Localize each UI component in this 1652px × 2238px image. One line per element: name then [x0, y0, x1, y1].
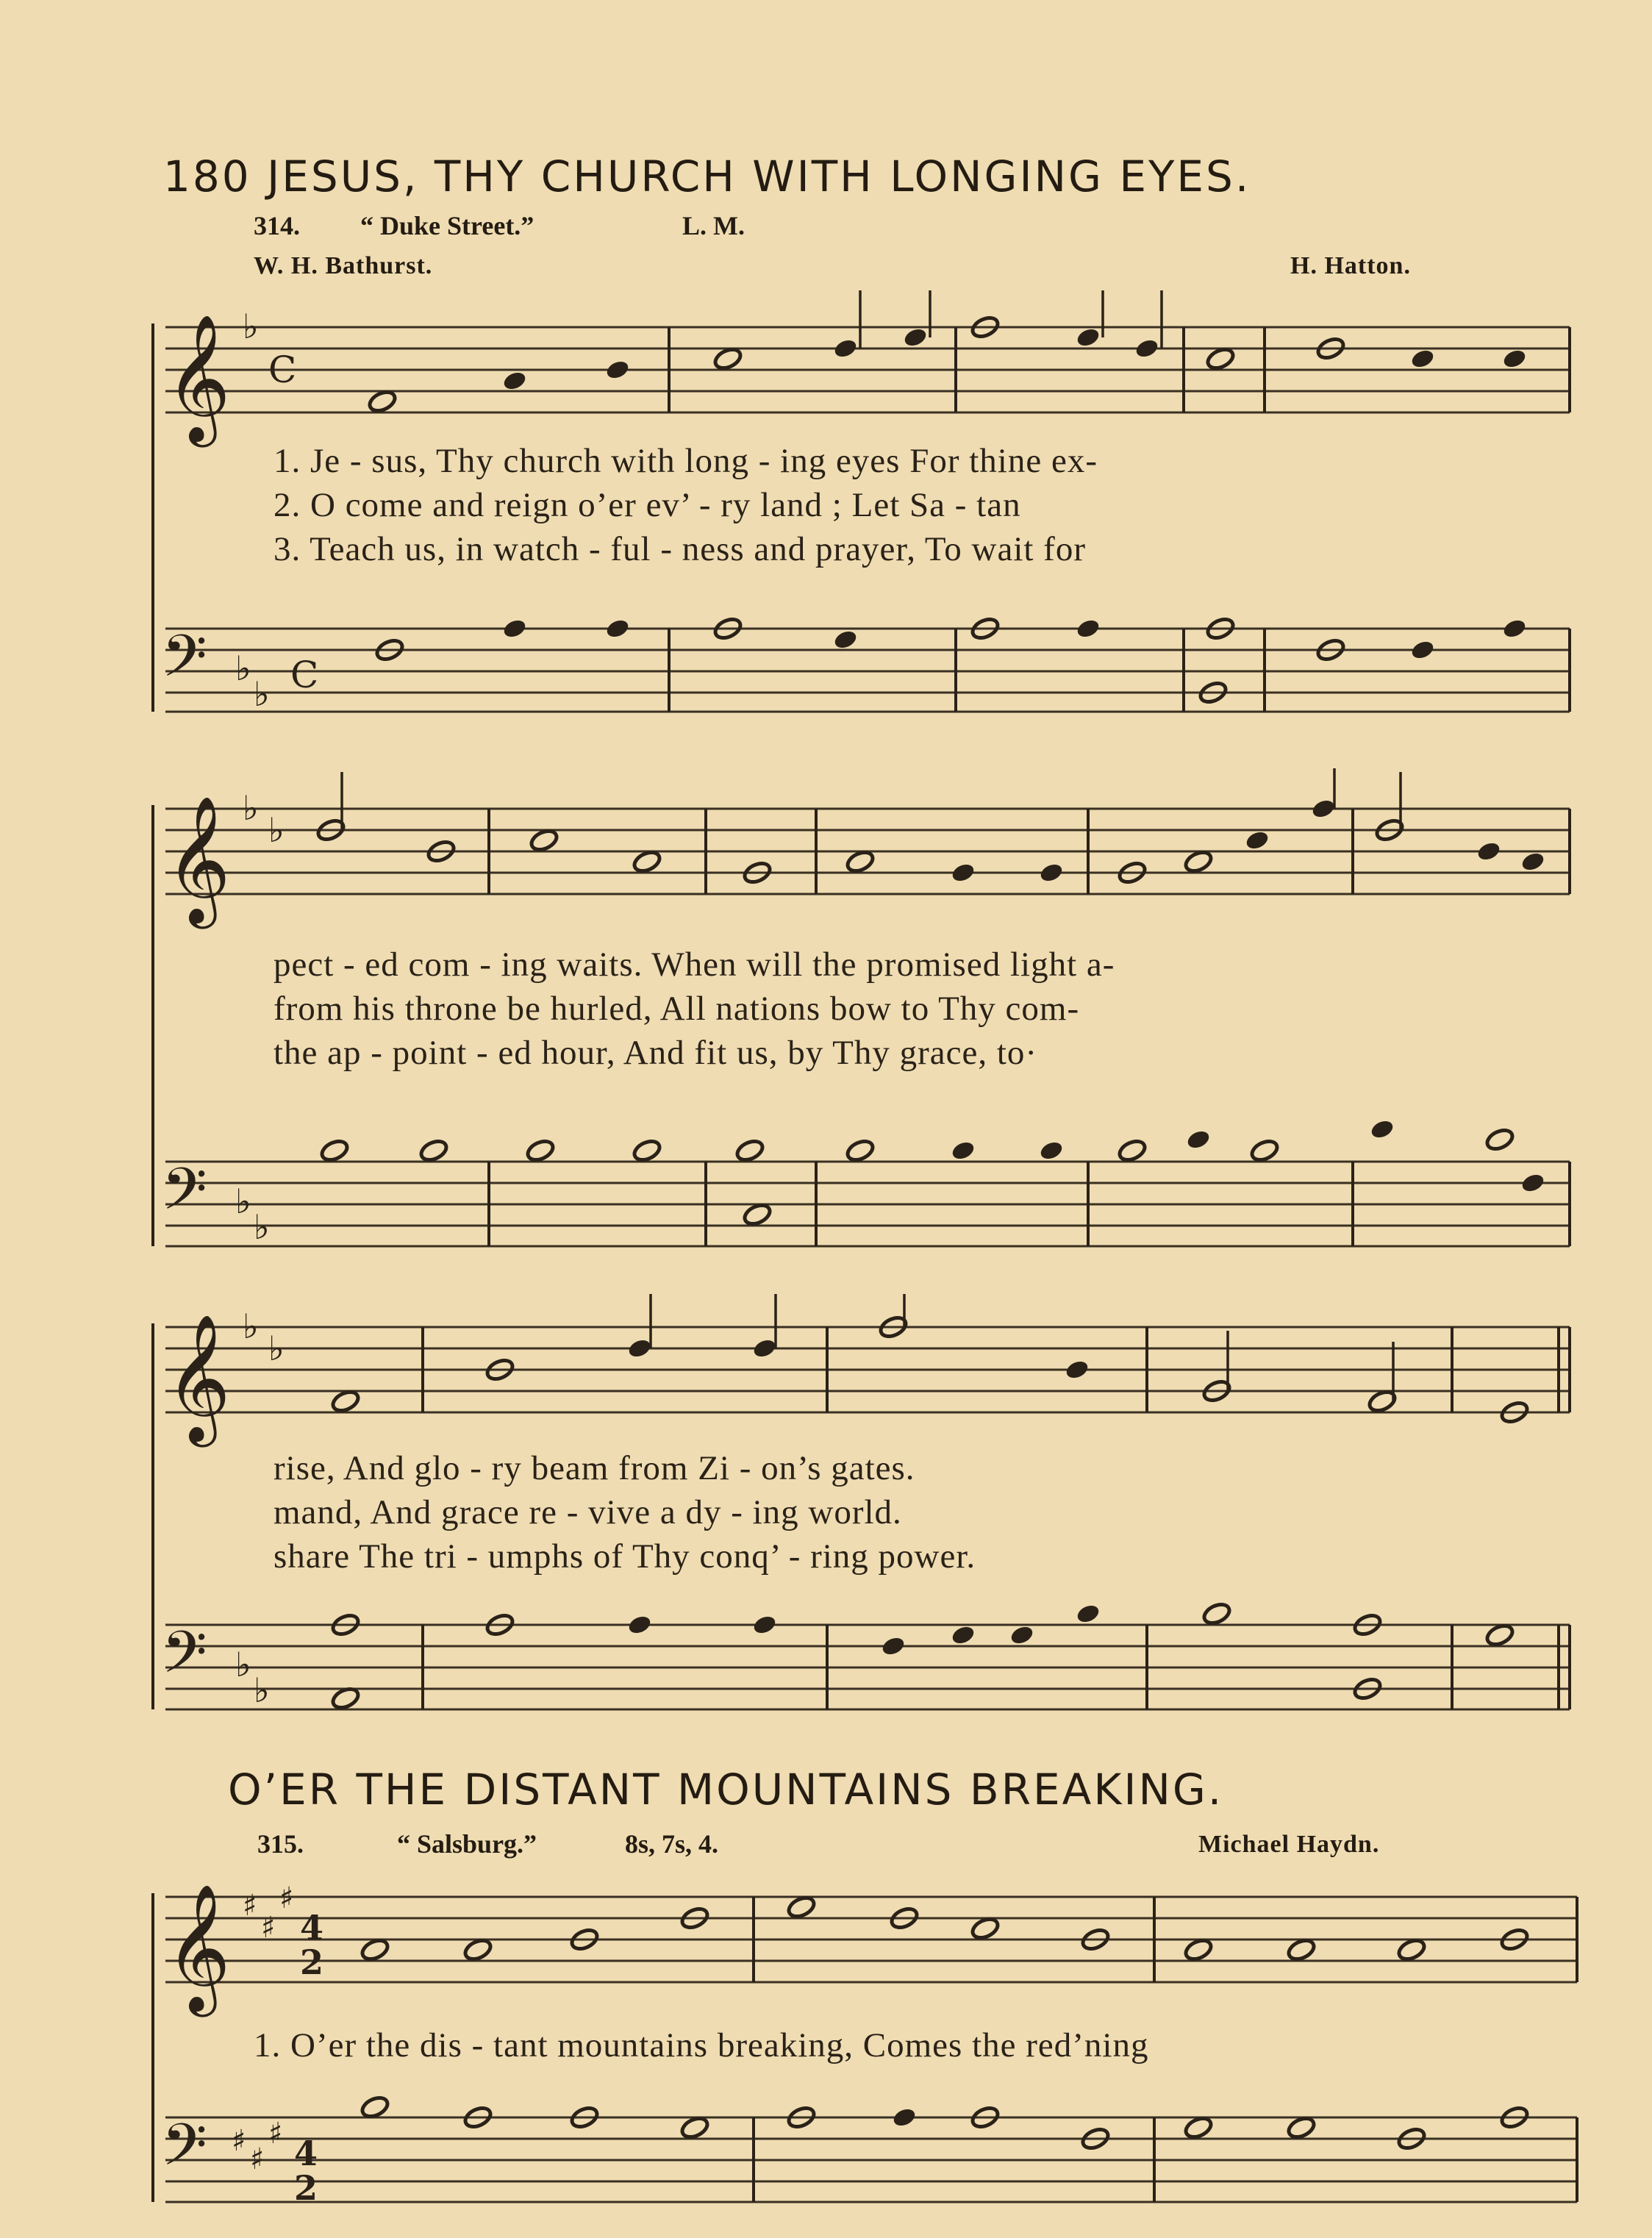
- svg-text:𝄞: 𝄞: [165, 1314, 231, 1442]
- hymn-number: 314.: [254, 211, 300, 240]
- svg-text:2: 2: [294, 2168, 318, 2208]
- svg-text:♭: ♭: [235, 1645, 251, 1684]
- svg-text:♭: ♭: [243, 788, 259, 828]
- lyric-line: 2. O come and reign o’er ev’ - ry land ; Let Sa - tan: [273, 486, 1021, 524]
- lyric-line: 3. Teach us, in watch - ful - ness and prayer, To wait for: [273, 530, 1086, 568]
- svg-text:4: 4: [294, 2134, 318, 2173]
- composer: H. Hatton.: [1290, 252, 1411, 279]
- hymn-title-text: JESUS, THY CHURCH WITH LONGING EYES.: [267, 151, 1251, 201]
- bass-staff-1: [162, 615, 1570, 714]
- svg-text:♯: ♯: [250, 2142, 265, 2176]
- svg-text:𝄢: 𝄢: [162, 1618, 207, 1701]
- svg-text:♯: ♯: [243, 1889, 257, 1923]
- lyric-line: 1. O’er the dis - tant mountains breaking, Comes the red’ning: [254, 2026, 1149, 2064]
- svg-text:♯: ♯: [232, 2124, 246, 2158]
- tune-name: “ Duke Street.”: [360, 211, 534, 240]
- time-signature-2: 4: [300, 1908, 324, 1948]
- bass-staff-4: [162, 2094, 1577, 2208]
- author: W. H. Bathurst.: [254, 252, 433, 279]
- tune-name-2: “ Salsburg.”: [397, 1829, 537, 1859]
- svg-text:𝄞: 𝄞: [165, 1884, 231, 2012]
- lyric-line: rise, And glo - ry beam from Zi - on’s gates.: [273, 1449, 915, 1487]
- svg-text:♭: ♭: [254, 1670, 270, 1710]
- svg-text:𝄢: 𝄢: [162, 1155, 207, 1237]
- svg-text:♭: ♭: [268, 810, 285, 850]
- composer-2: Michael Haydn.: [1198, 1831, 1380, 1858]
- page-number: 180: [163, 151, 251, 201]
- svg-text:♭: ♭: [243, 307, 259, 346]
- svg-text:♭: ♭: [235, 1181, 251, 1221]
- lyric-line: mand, And grace re - vive a dy - ing world.: [273, 1493, 902, 1531]
- lyric-line: pect - ed com - ing waits. When will the promised light a-: [273, 945, 1115, 984]
- lyric-line: the ap - point - ed hour, And fit us, by Thy grace, to·: [273, 1034, 1038, 1072]
- lyric-line: from his throne be hurled, All nations bow to Thy com-: [273, 990, 1080, 1028]
- svg-text:♭: ♭: [243, 1306, 259, 1346]
- time-signature: C: [268, 348, 297, 391]
- svg-text:♯: ♯: [268, 2117, 283, 2151]
- treble-clef-icon: 𝄞: [165, 314, 231, 442]
- svg-text:C: C: [290, 654, 319, 696]
- treble-staff-2: [165, 768, 1570, 929]
- svg-text:♭: ♭: [254, 1207, 270, 1247]
- svg-text:♭: ♭: [254, 674, 270, 714]
- meter-2: 8s, 7s, 4.: [625, 1829, 719, 1859]
- bass-staff-3: [162, 1601, 1570, 1711]
- svg-text:♭: ♭: [268, 1329, 285, 1368]
- treble-staff-4: [165, 1881, 1577, 2017]
- treble-staff-1: [165, 290, 1570, 448]
- svg-text:♭: ♭: [235, 648, 251, 688]
- lyric-line: 1. Je - sus, Thy church with long - ing eyes For thine ex-: [273, 442, 1098, 480]
- svg-text:𝄢: 𝄢: [162, 2111, 207, 2193]
- svg-text:♯: ♯: [261, 1911, 276, 1945]
- hymn-number-2: 315.: [257, 1829, 304, 1859]
- svg-text:2: 2: [300, 1942, 324, 1982]
- svg-text:♯: ♯: [279, 1881, 294, 1915]
- bass-staff-2: [162, 1118, 1570, 1247]
- hymn-title-2: O’ER THE DISTANT MOUNTAINS BREAKING.: [228, 1765, 1224, 1815]
- treble-staff-3: [165, 1294, 1570, 1448]
- bass-clef-icon: 𝄢: [162, 622, 207, 704]
- meter: L. M.: [682, 211, 745, 240]
- svg-text:𝄞: 𝄞: [165, 796, 231, 923]
- lyric-line: share The tri - umphs of Thy conq’ - ring power.: [273, 1537, 976, 1576]
